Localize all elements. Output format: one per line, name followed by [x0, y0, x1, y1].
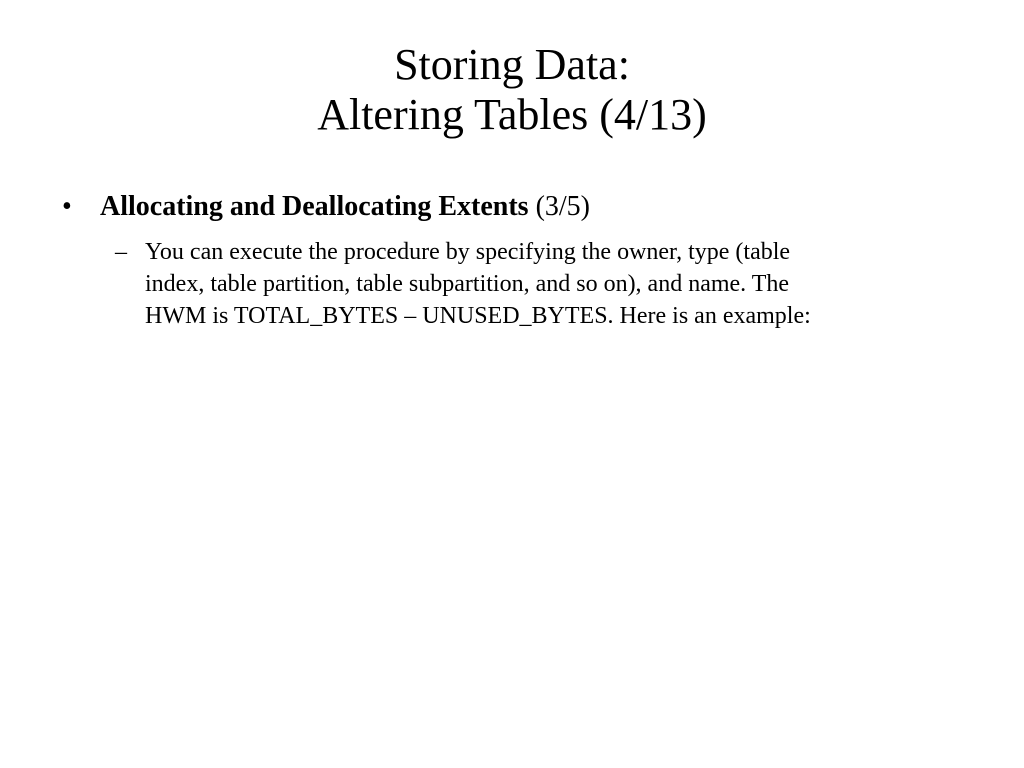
bullet-marker: •	[62, 191, 72, 222]
sub-bullet-text	[145, 236, 935, 332]
bullet-suffix: (3/5)	[528, 191, 590, 222]
sub-bullet-line-2: index, table partition, table subpartition, and so on), and name. The	[145, 271, 790, 297]
sub-bullet-line-1: You can execute the procedure by specifying the owner, type (table	[145, 239, 791, 265]
slide-title	[0, 40, 1024, 140]
bullet-text	[100, 190, 590, 224]
sub-bullet-line-3: HWM is TOTAL_BYTES – UNUSED_BYTES. Here is an example:	[145, 303, 811, 329]
title-line-2: Altering Tables (4/13)	[317, 90, 707, 139]
sub-bullet-marker: –	[115, 239, 127, 265]
title-line-1: Storing Data:	[394, 40, 630, 89]
bullet-bold-heading: Allocating and Deallocating Extents	[100, 191, 529, 222]
